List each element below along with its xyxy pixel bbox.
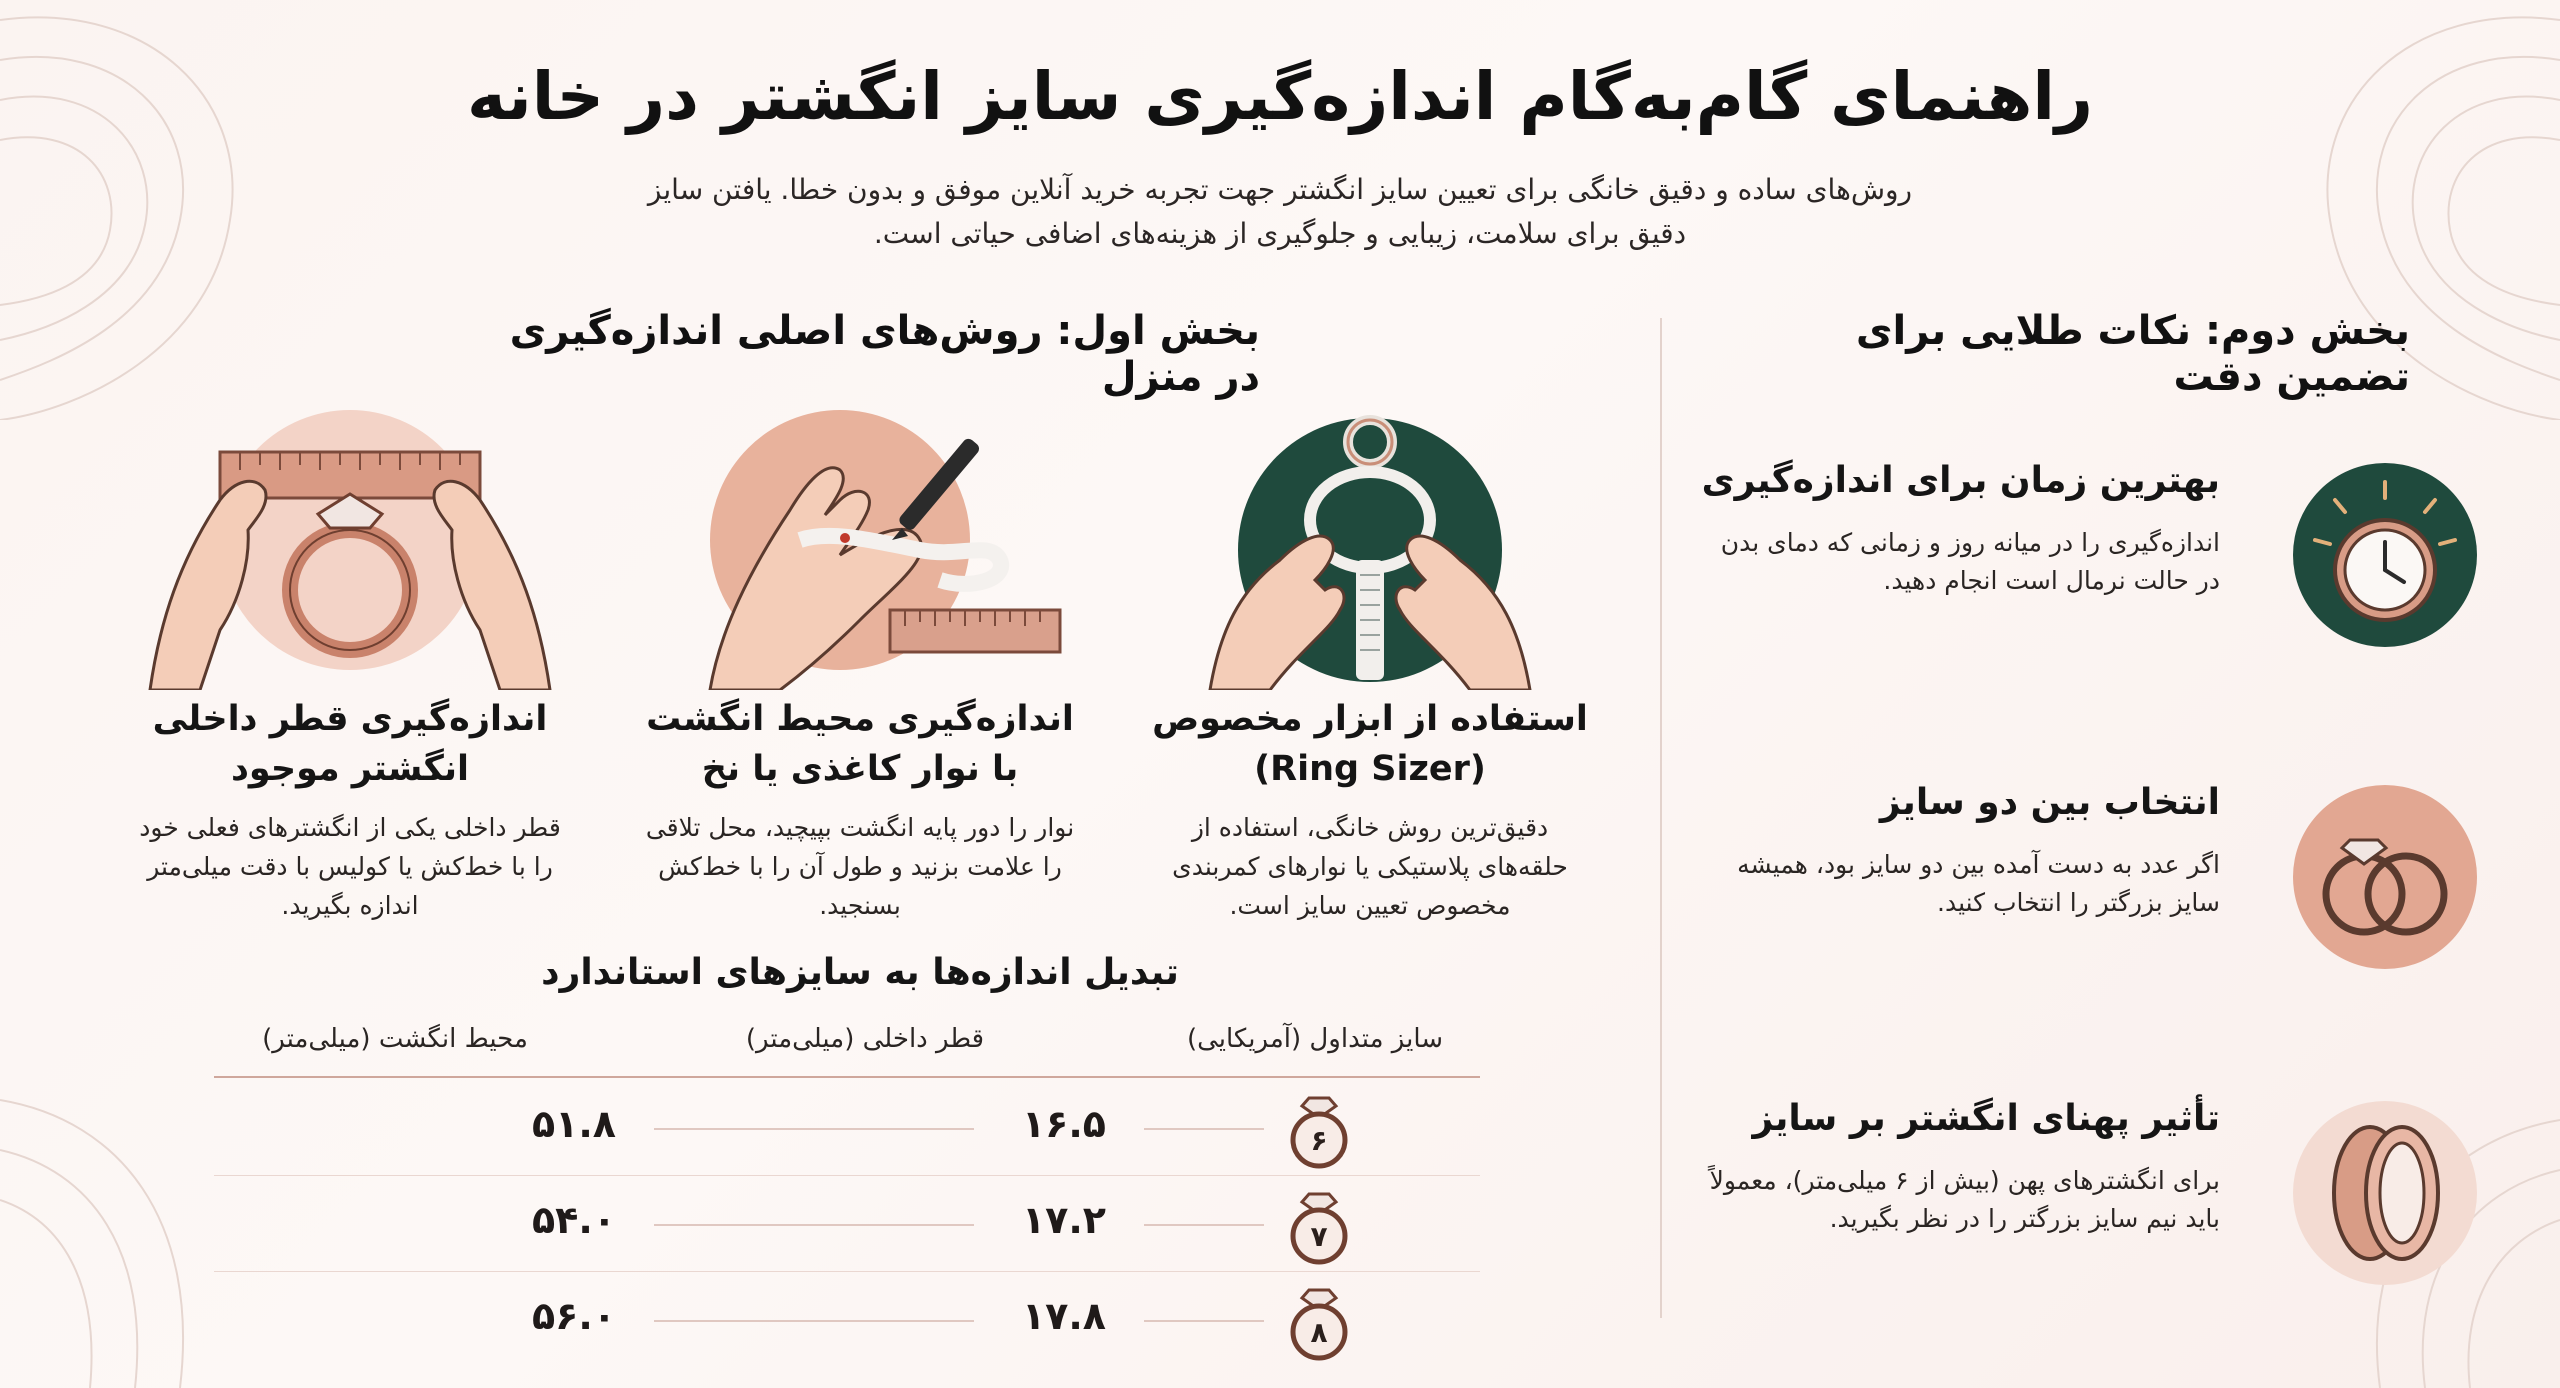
paper-strip-finger-icon <box>640 390 1080 690</box>
tip-description: اندازه‌گیری را در میانه روز و زمانی که دمای بدن در حالت نرمال است انجام دهید. <box>1720 528 2220 595</box>
circumference-value: ۵۱.۸ <box>531 1102 616 1146</box>
diameter-value: ۱۷.۸ <box>1021 1294 1106 1338</box>
method-card-paper-strip <box>640 390 1080 925</box>
size-value: ۸ <box>1310 1316 1328 1349</box>
method-title-line1: اندازه‌گیری قطر داخلی <box>152 699 548 739</box>
tip-title: انتخاب بین دو سایز <box>1879 782 2220 823</box>
method-description: نوار را دور پایه انگشت بپیچید، محل تلاقی را علامت بزنید و طول آن را با خط‌کش بسنجید. <box>645 813 1075 920</box>
size-value: ۷ <box>1310 1220 1328 1253</box>
page-title: راهنمای گام‌به‌گام اندازه‌گیری سایز انگشتر در خانه <box>466 58 2094 135</box>
tip-description: اگر عدد به دست آمده بین دو سایز بود، همیشه سایز بزرگتر را انتخاب کنید. <box>1737 850 2220 917</box>
diameter-value: ۱۶.۵ <box>1021 1102 1106 1146</box>
table-title: تبدیل اندازه‌ها به سایزهای استاندارد <box>541 952 1179 993</box>
ring-sizer-tool-icon <box>1150 390 1590 690</box>
row-guide-line <box>1144 1128 1264 1130</box>
tip-title: بهترین زمان برای اندازه‌گیری <box>1701 460 2220 501</box>
tip-best-time <box>1700 460 2520 670</box>
table-row <box>214 1176 1480 1272</box>
column-header-size: سایز متداول (آمریکایی) <box>1186 1024 1444 1054</box>
table-row <box>214 1272 1480 1368</box>
wide-band-ring-icon <box>2290 1098 2480 1288</box>
row-guide-line <box>654 1128 974 1130</box>
circumference-value: ۵۴.۰ <box>531 1198 616 1242</box>
tip-title: تأثیر پهنای انگشتر بر سایز <box>1752 1098 2220 1139</box>
size-value: ۶ <box>1310 1124 1328 1157</box>
diameter-value: ۱۷.۲ <box>1021 1198 1106 1242</box>
two-rings-icon <box>2290 782 2480 972</box>
row-guide-line <box>1144 1224 1264 1226</box>
page-subtitle: روش‌های ساده و دقیق خانگی برای تعیین سایز انگشتر جهت تجربه خرید آنلاین موفق و بدون خطا. یافتن سایز دقیق برای سلامت، زیبایی و جلوگیری از هزینه‌های اضافی حیاتی است. <box>647 173 1913 250</box>
tip-band-width <box>1700 1098 2520 1308</box>
method-description: قطر داخلی یکی از انگشترهای فعلی خود را با خط‌کش یا کولیس با دقت میلی‌متر اندازه بگیرید. <box>139 813 561 920</box>
method-title <box>1150 694 1590 794</box>
tip-between-sizes <box>1700 782 2520 992</box>
method-title <box>640 694 1080 794</box>
method-title-line1: استفاده از ابزار مخصوص <box>1152 699 1588 739</box>
method-title-line2: انگشتر موجود <box>230 749 470 789</box>
column-header-circumference: محیط انگشت (میلی‌متر) <box>262 1024 528 1054</box>
row-guide-line <box>1144 1320 1264 1322</box>
method-title-line2: (Ring Sizer) <box>1254 749 1486 789</box>
row-guide-line <box>654 1320 974 1322</box>
tip-description: برای انگشترهای پهن (بیش از ۶ میلی‌متر)، معمولاً باید نیم سایز بزرگتر را در نظر بگیرید. <box>1709 1166 2220 1233</box>
column-header-diameter: قطر داخلی (میلی‌متر) <box>745 1024 985 1054</box>
method-title <box>130 694 570 794</box>
method-title-line1: اندازه‌گیری محیط انگشت <box>646 699 1074 739</box>
row-guide-line <box>654 1224 974 1226</box>
part2-title: بخش دوم: نکات طلایی برای تضمین دقت <box>1855 308 2410 400</box>
circumference-value: ۵۶.۰ <box>531 1294 616 1338</box>
method-description: دقیق‌ترین روش خانگی، استفاده از حلقه‌های پلاستیکی یا نوارهای کمربندی مخصوص تعیین سایز است. <box>1172 813 1568 920</box>
section-divider <box>1660 318 1662 1318</box>
ruler-ring-icon <box>130 390 570 690</box>
method-card-inner-diameter <box>130 390 570 925</box>
method-title-line2: با نوار کاغذی یا نخ <box>701 749 1019 789</box>
table-row <box>214 1080 1480 1176</box>
clock-icon <box>2290 460 2480 650</box>
table-header-divider <box>214 1076 1480 1078</box>
part1-title: بخش اول: روش‌های اصلی اندازه‌گیری در منزل <box>509 308 1260 400</box>
method-card-ring-sizer <box>1150 390 1590 925</box>
